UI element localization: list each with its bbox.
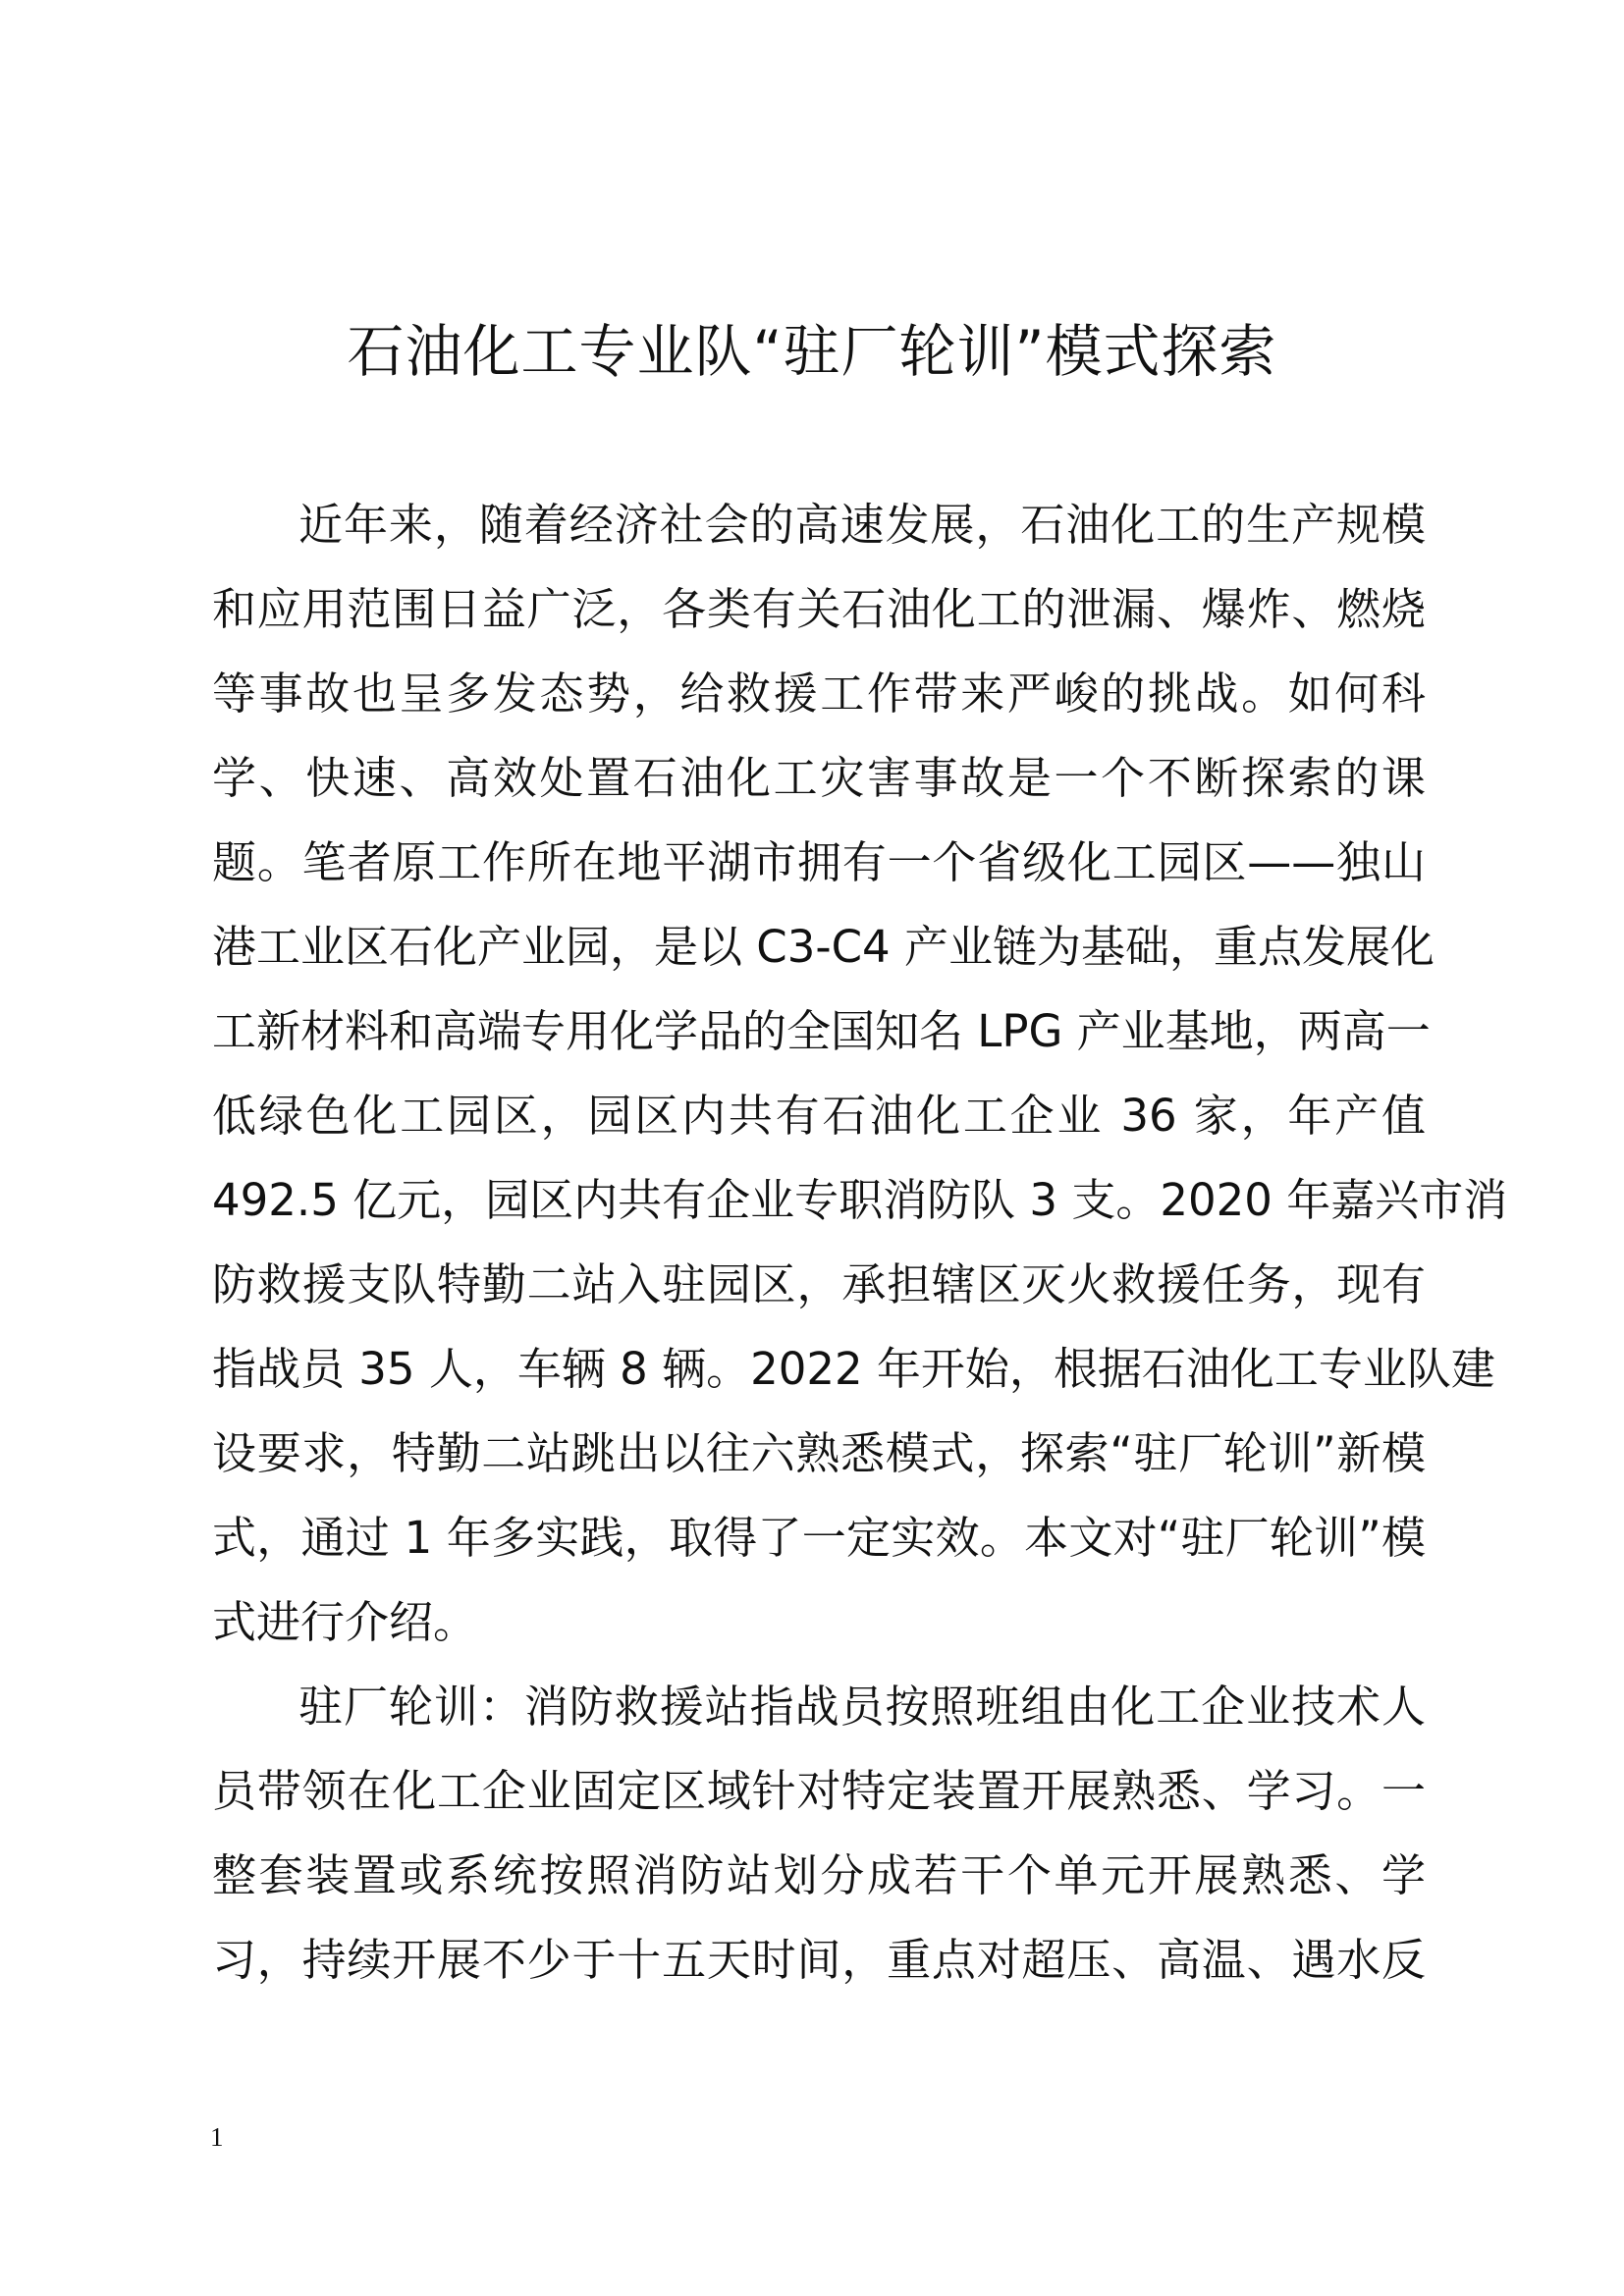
paragraph-line: 近年来，随着经济社会的高速发展，石油化工的生产规模	[298, 499, 1426, 551]
page-number: 1	[210, 2122, 224, 2152]
paragraph-line: 设要求，特勤二站跳出以往六熟悉模式，探索“驻厂轮训”新模	[212, 1427, 1426, 1479]
paragraph-line: 防救援支队特勤二站入驻园区，承担辖区灭火救援任务，现有	[212, 1258, 1426, 1310]
paragraph-line: 题。笔者原工作所在地平湖市拥有一个省级化工园区——独山	[212, 836, 1426, 888]
paragraph-line: 习，持续开展不少于十五天时间，重点对超压、高温、遇水反	[212, 1934, 1426, 1986]
paragraph-line: 港工业区石化产业园，是以 C3-C4 产业链为基础，重点发展化	[212, 921, 1435, 973]
paragraph-line: 驻厂轮训：消防救援站指战员按照班组由化工企业技术人	[298, 1681, 1426, 1733]
paragraph-line: 工新材料和高端专用化学品的全国知名 LPG 产业基地，两高一	[212, 1005, 1431, 1057]
paragraph-line: 式，通过 1 年多实践，取得了一定实效。本文对“驻厂轮训”模	[212, 1512, 1426, 1564]
document-title: 石油化工专业队“驻厂轮训”模式探索	[347, 318, 1277, 385]
paragraph-line: 低绿色化工园区，园区内共有石油化工企业 36 家，年产值	[212, 1090, 1426, 1142]
paragraph-line: 学、快速、高效处置石油化工灾害事故是一个不断探索的课	[212, 752, 1426, 804]
paragraph-line: 等事故也呈多发态势，给救援工作带来严峻的挑战。如何科	[212, 667, 1426, 720]
paragraph-line: 492.5 亿元，园区内共有企业专职消防队 3 支。2020 年嘉兴市消	[212, 1174, 1508, 1226]
paragraph-line: 员带领在化工企业固定区域针对特定装置开展熟悉、学习。一	[212, 1765, 1426, 1817]
paragraph-line: 整套装置或系统按照消防站划分成若干个单元开展熟悉、学	[212, 1849, 1426, 1901]
paragraph-line: 指战员 35 人，车辆 8 辆。2022 年开始，根据石油化工专业队建	[212, 1343, 1495, 1395]
paragraph-line: 和应用范围日益广泛，各类有关石油化工的泄漏、爆炸、燃烧	[212, 583, 1426, 635]
paragraph-line: 式进行介绍。	[212, 1596, 478, 1648]
